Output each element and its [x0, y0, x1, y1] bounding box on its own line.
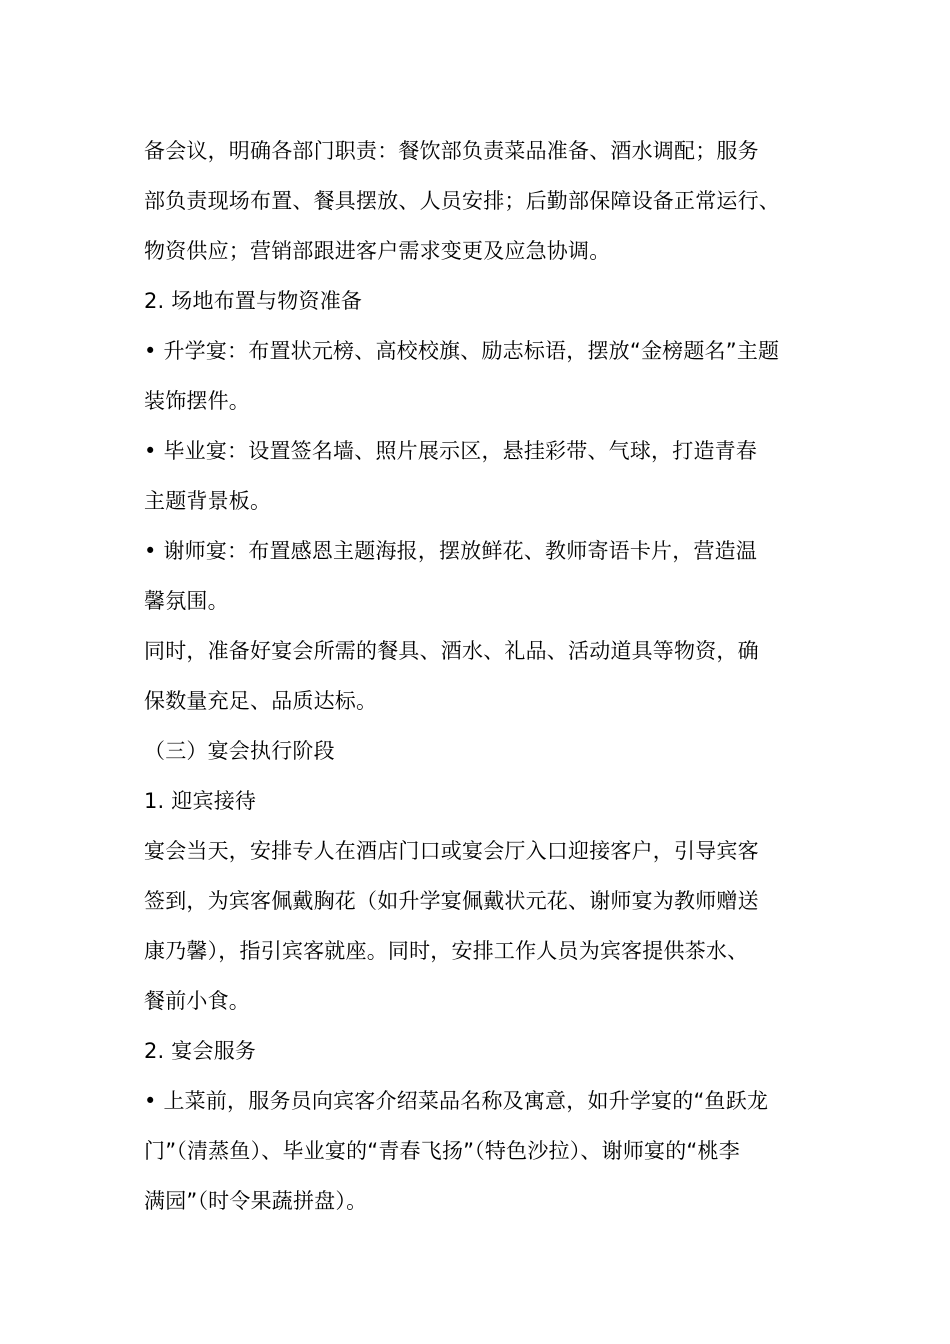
- paragraph-line: 物资供应；营销部跟进客户需求变更及应急协调。: [144, 239, 611, 263]
- paragraph-line: 餐前小食。: [144, 989, 250, 1013]
- document-body: [144, 126, 834, 1226]
- bullet-item-continuation: 装饰摆件。: [144, 389, 250, 413]
- paragraph-line: 保数量充足、品质达标。: [144, 689, 378, 713]
- section-heading: 1. 迎宾接待: [144, 789, 257, 813]
- bullet-item-continuation: 馨氛围。: [144, 589, 229, 613]
- paragraph-line: 备会议，明确各部门职责：餐饮部负责菜品准备、酒水调配；服务: [144, 139, 759, 163]
- bullet-item: • 谢师宴：布置感恩主题海报，摆放鲜花、教师寄语卡片，营造温: [144, 539, 758, 563]
- section-heading: 2. 场地布置与物资准备: [144, 289, 363, 313]
- paragraph-line: 同时，准备好宴会所需的餐具、酒水、礼品、活动道具等物资，确: [144, 639, 759, 663]
- paragraph-line: 宴会当天，安排专人在酒店门口或宴会厅入口迎接客户，引导宾客: [144, 839, 759, 863]
- chapter-heading: （三）宴会执行阶段: [144, 739, 335, 763]
- paragraph-line: 签到，为宾客佩戴胸花（如升学宴佩戴状元花、谢师宴为教师赠送: [144, 889, 759, 913]
- section-heading: 2. 宴会服务: [144, 1039, 257, 1063]
- bullet-item: • 上菜前，服务员向宾客介绍菜品名称及寓意，如升学宴的“鱼跃龙: [144, 1089, 769, 1113]
- paragraph-line: 康乃馨），指引宾客就座。同时，安排工作人员为宾客提供茶水、: [144, 939, 749, 963]
- bullet-item-continuation: 主题背景板。: [144, 489, 272, 513]
- paragraph-line: 部负责现场布置、餐具摆放、人员安排；后勤部保障设备正常运行、: [144, 189, 780, 213]
- bullet-item-continuation: 满园”（时令果蔬拼盘）。: [144, 1189, 368, 1213]
- bullet-item-continuation: 门”（清蒸鱼）、毕业宴的“青春飞扬”（特色沙拉）、谢师宴的“桃李: [144, 1139, 740, 1163]
- bullet-item: • 升学宴：布置状元榜、高校校旗、励志标语，摆放“金榜题名”主题: [144, 339, 780, 363]
- bullet-item: • 毕业宴：设置签名墙、照片展示区，悬挂彩带、气球，打造青春: [144, 439, 758, 463]
